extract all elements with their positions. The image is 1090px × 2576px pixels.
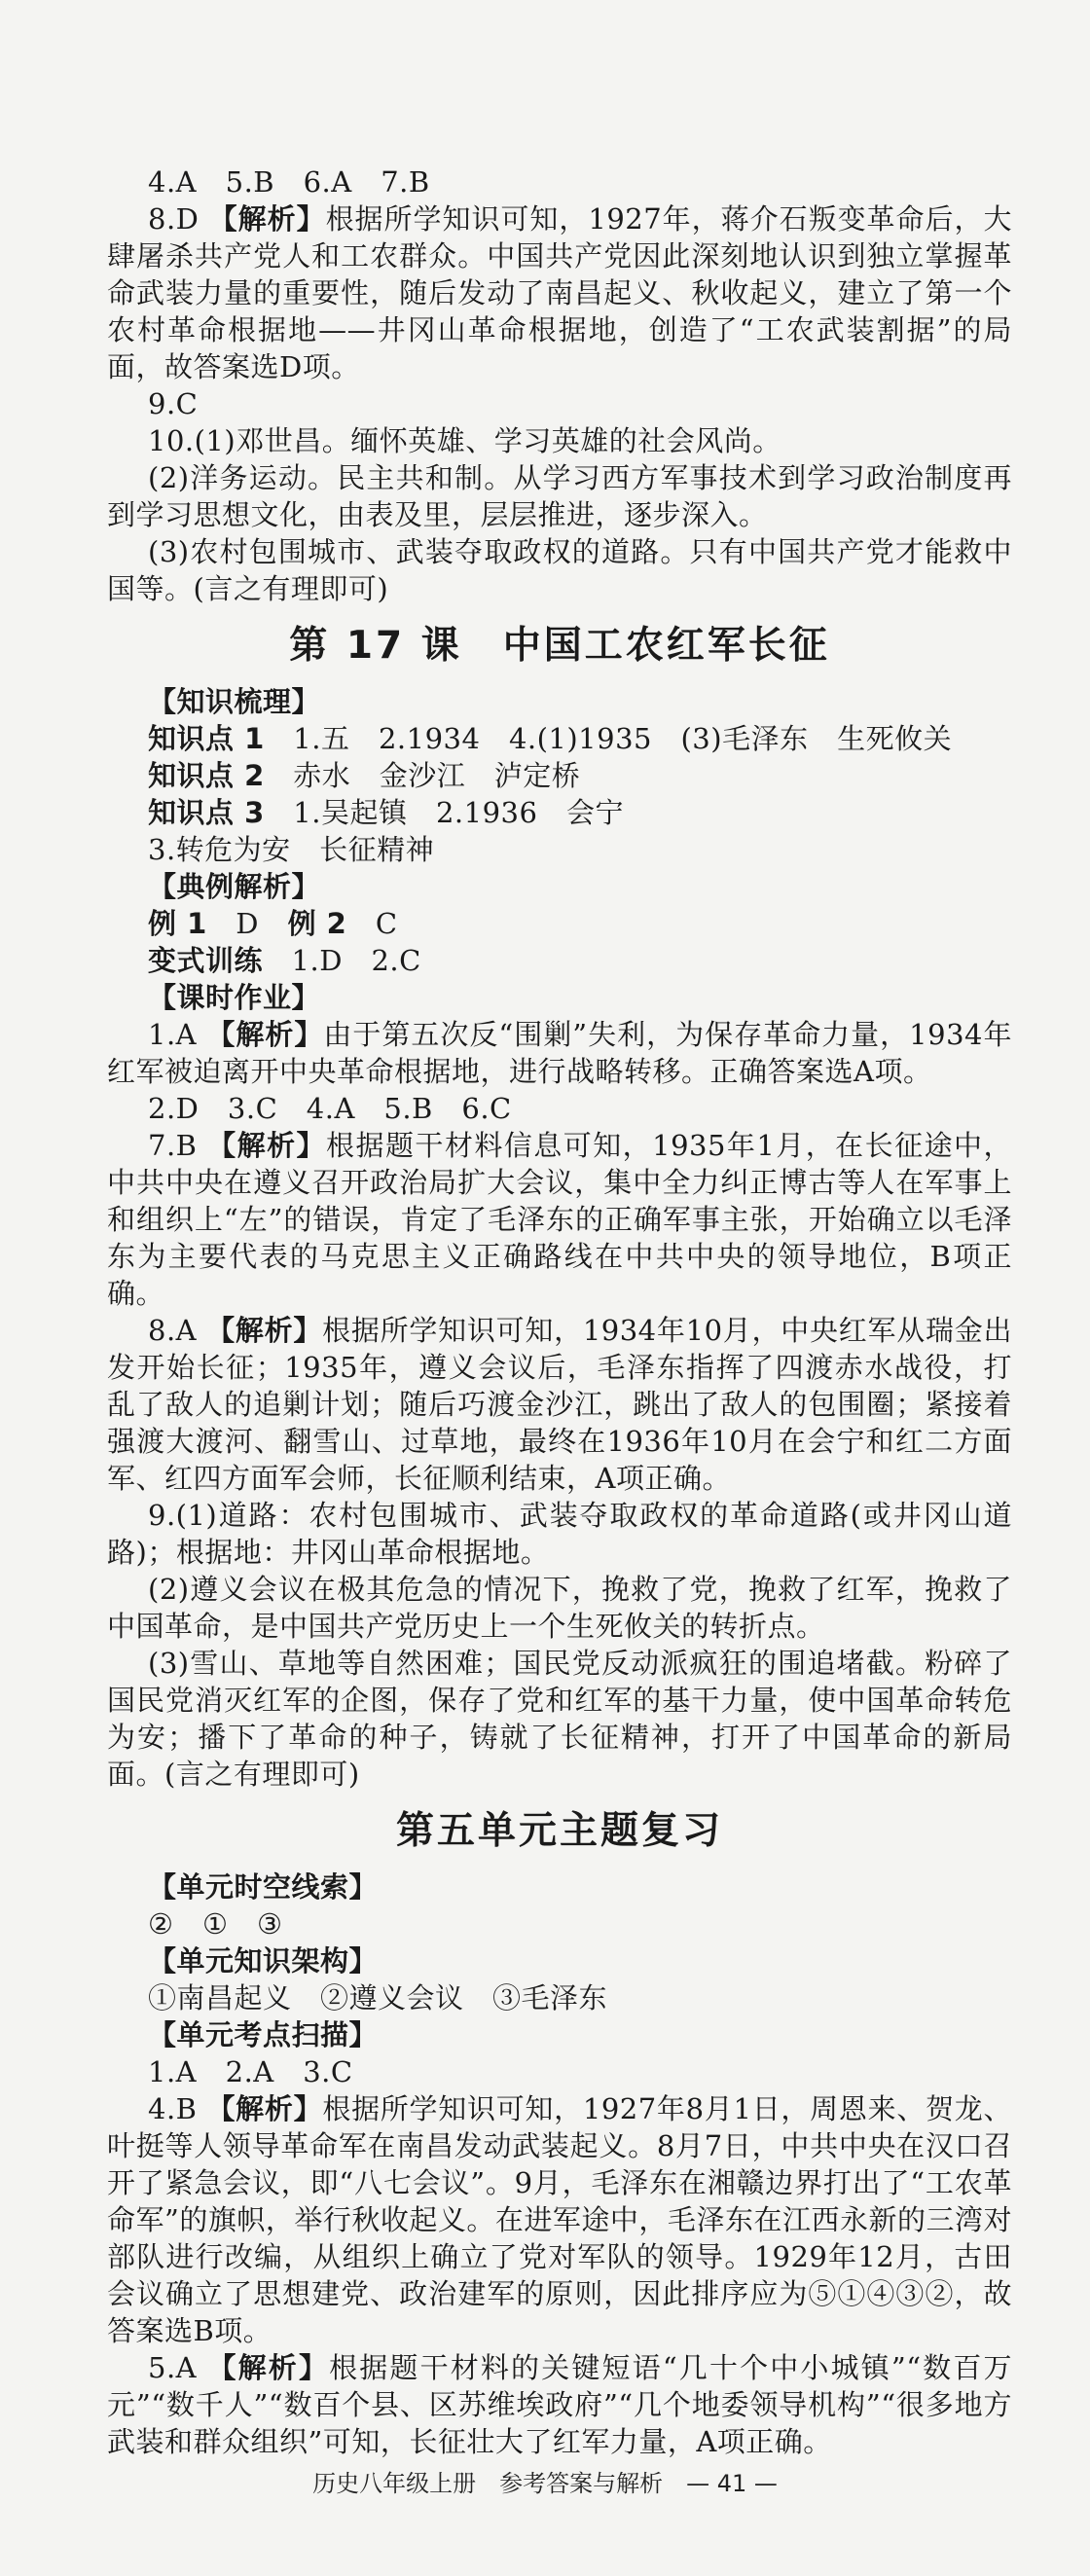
variant-text: 1.D 2.C — [291, 944, 421, 977]
kp1-label: 知识点 1 — [148, 722, 265, 755]
hw8-label: 8.A — [148, 1314, 198, 1347]
answer-8 — [107, 200, 1012, 385]
timeline-answer: ② ① ③ — [148, 1907, 283, 1941]
scan-5 — [107, 2349, 1012, 2460]
analysis-tag: 【解析】 — [206, 1314, 323, 1347]
answer-10-2: (2)洋务运动。民主共和制。从学习西方军事技术到学习政治制度再到学习思想文化，由表及里，层层推进，逐步深入。 — [107, 461, 1012, 531]
q4-text: 根据所学知识可知，1927年8月1日，周恩来、贺龙、叶挺等人领导革命军在南昌发动武装起义。8月7日，中共中央在汉口召开了紧急会议，即“八七会议”。9月，毛泽东在湘赣边界打出了“工农革命军”的旗帜，举行秋收起义。在进军途中，毛泽东在江西永新的三湾对部队进行改编，从组织上确立了党对军队的领导。1929年12月，古田会议确立了思想建党、政治建军的原则，因此排序应为⑤①④③②，故答案选B项。 — [107, 2092, 1012, 2347]
section-scan: 【单元考点扫描】 — [148, 2018, 379, 2051]
q5-text: 根据题干材料的关键短语“几十个中小城镇”“数百万元”“数千人”“数百个县、区苏维埃政府”“几个地委领导机构”“很多地方武装和群众组织”可知，长征壮大了红军力量，A项正确。 — [107, 2351, 1012, 2458]
page-number: — 41 — — [686, 2470, 778, 2497]
footer-section: 参考答案与解析 — [499, 2470, 664, 2497]
hw8-text: 根据所学知识可知，1934年10月，中央红军从瑞金出发开始长征；1935年，遵义会议后，毛泽东指挥了四渡赤水战役，打乱了敌人的追剿计划；随后巧渡金沙江，跳出了敌人的包围圈；紧接着强渡大渡河、翻雪山、过草地，最终在1936年10月在会宁和红二方面军、红四方面军会师，长征顺利结束，A项正确。 — [107, 1314, 1012, 1495]
knowledge-point-3 — [107, 794, 1012, 831]
section-structure: 【单元知识架构】 — [148, 1944, 379, 1977]
homework-9-3: (3)雪山、草地等自然困难；国民党反动派疯狂的围追堵截。粉碎了国民党消灭红军的企图，保存了党和红军的基干力量，使中国革命转危为安；播下了革命的种子，铸就了长征精神，打开了中国革命的新局面。(言之有理即可) — [107, 1647, 1012, 1791]
q4-label: 4.B — [148, 2092, 198, 2125]
homework-1 — [107, 1016, 1012, 1090]
q5-label: 5.A — [148, 2351, 198, 2384]
variant-training — [107, 942, 1012, 979]
analysis-tag: 【解析】 — [208, 202, 326, 236]
variant-label: 变式训练 — [148, 944, 264, 977]
section-knowledge: 【知识梳理】 — [148, 685, 321, 718]
kp3-label: 知识点 3 — [148, 796, 265, 829]
lesson-17-title: 第 17 课 中国工农红军长征 — [289, 624, 830, 668]
kp3-text: 1.吴起镇 2.1936 会宁 — [293, 796, 624, 829]
homework-8 — [107, 1312, 1012, 1497]
knowledge-point-3-line2: 3.转危为安 长征精神 — [148, 833, 435, 866]
section-examples: 【典例解析】 — [148, 870, 321, 903]
homework-9-2: (2)遵义会议在极其危急的情况下，挽救了党，挽救了红军，挽救了中国革命，是中国共产党历史上一个生死攸关的转折点。 — [107, 1573, 1012, 1643]
scan-4 — [107, 2090, 1012, 2349]
kp1-text: 1.五 2.1934 4.(1)1935 (3)毛泽东 生死攸关 — [293, 722, 953, 755]
section-homework: 【课时作业】 — [148, 981, 321, 1014]
hw7-text: 根据题干材料信息可知，1935年1月，在长征途中，中共中央在遵义召开政治局扩大会议，集中全力纠正博古等人在军事上和组织上“左”的错误，肯定了毛泽东的正确军事主张，开始确立以毛泽东为主要代表的马克思主义正确路线在中共中央的领导地位，B项正确。 — [107, 1129, 1012, 1310]
kp2-text: 赤水 金沙江 泸定桥 — [293, 759, 581, 792]
analysis-tag: 【解析】 — [206, 1018, 324, 1051]
example-1-label: 例 1 — [148, 907, 207, 940]
hw1-label: 1.A — [148, 1018, 198, 1051]
kp2-label: 知识点 2 — [148, 759, 265, 792]
homework-7 — [107, 1127, 1012, 1312]
hw1-text: 由于第五次反“围剿”失利，为保存革命力量，1934年红军被迫离开中央革命根据地，进行战略转移。正确答案选A项。 — [107, 1018, 1012, 1088]
answer-8-text: 根据所学知识可知，1927年，蒋介石叛变革命后，大肆屠杀共产党人和工农群众。中国共产党因此深刻地认识到独立掌握革命武装力量的重要性，随后发动了南昌起义、秋收起义，建立了第一个农村革命根据地——井冈山革命根据地，创造了“工农武装割据”的局面，故答案选D项。 — [107, 202, 1012, 383]
unit-5-title: 第五单元主题复习 — [395, 1809, 723, 1853]
answer-8-label: 8.D — [148, 202, 200, 236]
knowledge-point-2 — [107, 757, 1012, 794]
answers-4-7: 4.A 5.B 6.A 7.B — [148, 165, 430, 199]
section-timeline: 【单元时空线索】 — [148, 1870, 379, 1904]
examples-line — [107, 905, 1012, 942]
page-footer — [0, 2464, 1090, 2498]
knowledge-point-1 — [107, 720, 1012, 757]
analysis-tag: 【解析】 — [207, 2351, 330, 2384]
homework-9-1: 9.(1)道路：农村包围城市、武装夺取政权的革命道路(或井冈山道路)；根据地：井冈山革命根据地。 — [107, 1499, 1012, 1569]
footer-book: 历史八年级上册 — [312, 2470, 477, 2497]
scan-1-3: 1.A 2.A 3.C — [148, 2055, 353, 2088]
example-1-value: D — [236, 907, 260, 940]
analysis-tag: 【解析】 — [207, 1129, 327, 1162]
answer-10-3: (3)农村包围城市、武装夺取政权的道路。只有中国共产党才能救中国等。(言之有理即可) — [107, 535, 1012, 605]
hw7-label: 7.B — [148, 1129, 198, 1162]
analysis-tag: 【解析】 — [206, 2092, 323, 2125]
example-2-value: C — [375, 907, 398, 940]
example-2-label: 例 2 — [287, 907, 347, 940]
answer-content — [107, 163, 1012, 2460]
homework-2-6: 2.D 3.C 4.A 5.B 6.C — [148, 1092, 512, 1125]
answer-10-1: 10.(1)邓世昌。缅怀英雄、学习英雄的社会风尚。 — [148, 424, 781, 457]
structure-answer: ①南昌起义 ②遵义会议 ③毛泽东 — [148, 1981, 608, 2014]
answer-9: 9.C — [148, 387, 199, 420]
